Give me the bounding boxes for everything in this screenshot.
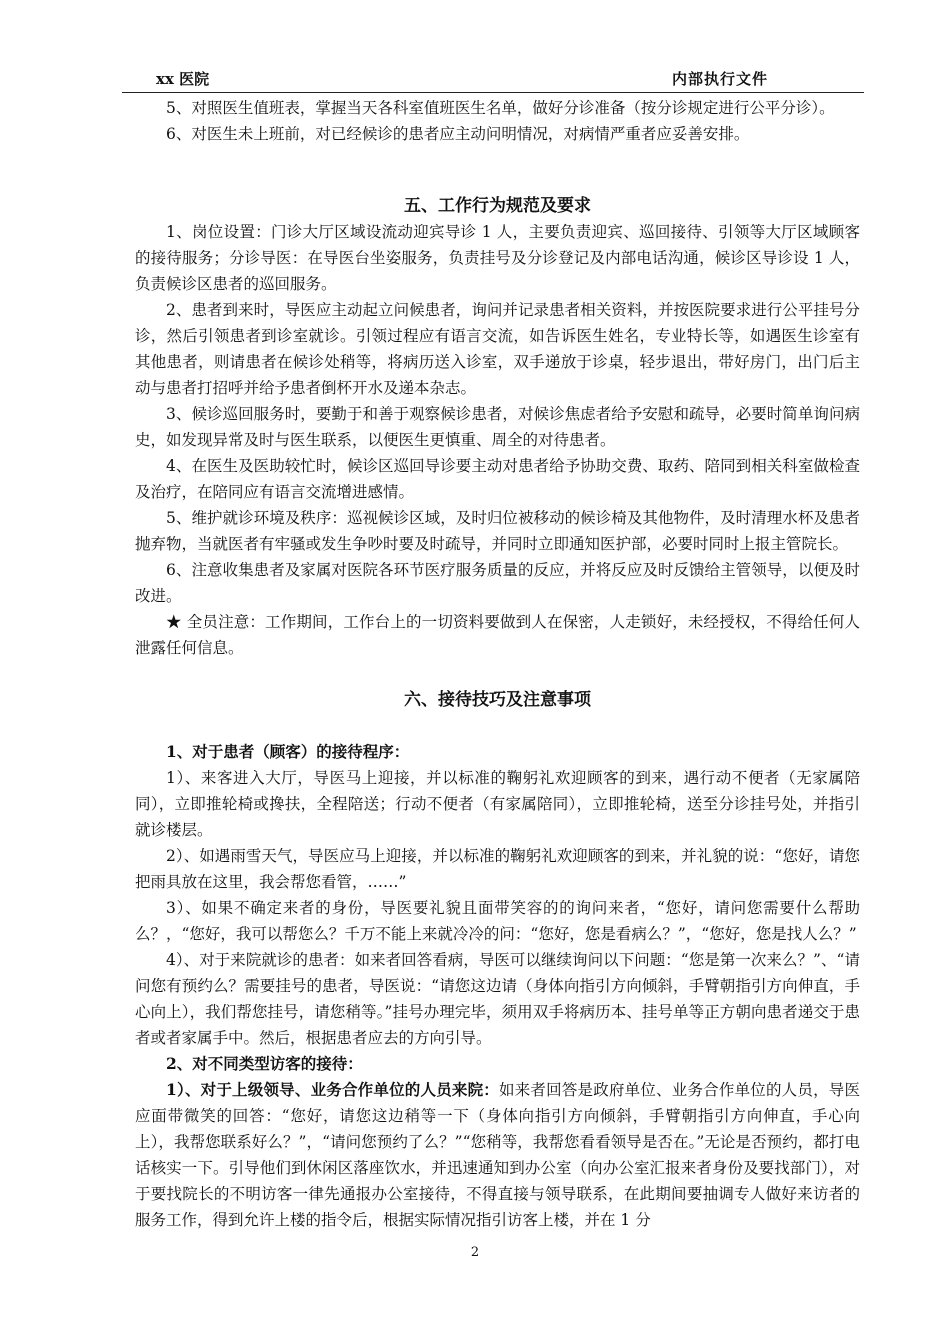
header-doc-type: 内部执行文件 [671, 70, 768, 88]
section-item: 1）、来客进入大厅，导医马上迎接，并以标准的鞠躬礼欢迎顾客的到来，遇行动不便者（无家属陪同），立即推轮椅或搀扶，全程陪送；行动不便者（有家属陪同），立即推轮椅，送至分诊挂号处，并指引就诊楼层。 [135, 769, 860, 839]
document-body [135, 95, 860, 1233]
section-item: 4、在医生及医助较忙时，候诊区巡回导诊要主动对患者给予协助交费、取药、陪同到相关科室做检查及治疗，在陪同应有语言交流增进感情。 [135, 457, 860, 501]
subsection-title: 2、对不同类型访客的接待： [166, 1054, 363, 1073]
page-number: 2 [470, 1245, 480, 1260]
page-header [122, 64, 864, 93]
section-item [135, 1077, 860, 1233]
section-item: 3、候诊巡回服务时，要勤于和善于观察候诊患者，对候诊焦虑者给予安慰和疏导，必要时简单询问病史，如发现异常及时与医生联系，以便医生更慎重、周全的对待患者。 [135, 405, 860, 449]
section-item: 4）、对于来院就诊的患者：如来者回答看病，导医可以继续询问以下问题：“您是第一次来么？”、“请问您有预约么？需要挂号的患者，导医说：“请您这边请（身体向指引方向倾斜，手臂朝指引方向伸直，手心向上），我们帮您挂号，请您稍等。”挂号办理完毕，须用双手将病历本、挂号单等正方朝向患者递交于患者或者家属手中。然后，根据患者应去的方向引导。 [135, 951, 860, 1047]
section-item: 2）、如遇雨雪天气，导医应马上迎接，并以标准的鞠躬礼欢迎顾客的到来，并礼貌的说：“您好，请您把雨具放在这里，我会帮您看管，……” [135, 847, 860, 891]
subsection-title: 1、对于患者（顾客）的接待程序： [166, 742, 410, 761]
section-title: 六、接待技巧及注意事项 [404, 690, 591, 710]
intro-item: 6、对医生未上班前，对已经候诊的患者应主动问明情况，对病情严重者应妥善安排。 [166, 125, 750, 143]
section-item: 2、患者到来时，导医应主动起立问候患者，询问并记录患者相关资料，并按医院要求进行公平挂号分诊，然后引领患者到诊室就诊。引领过程应有语言交流，如告诉医生姓名，专业特长等，如遇医生诊室有其他患者，则请患者在候诊处稍等，将病历送入诊室，双手递放于诊桌，轻步退出，带好房门，出门后主动与患者打招呼并给予患者倒杯开水及递本杂志。 [135, 301, 860, 397]
item-text: 如来者回答是政府单位、业务合作单位的人员，导医应面带微笑的回答：“您好，请您这边稍等一下（身体向指引方向倾斜，手臂朝指引方向伸直，手心向上），我帮您联系好么？”，“请问您预约了么？”“您稍等，我帮您看看领导是否在。”无论是否预约，都打电话核实一下。引导他们到休闲区落座饮水，并迅速通知到办公室（向办公室汇报来者身份及要找部门），对于要找院长的不明访客一律先通报办公室接待，不得直接与领导联系，在此期间要抽调专人做好来访者的服务工作，得到允许上楼的指令后，根据实际情况指引访客上楼，并在 1 分 [135, 1081, 860, 1229]
section-item: 5、维护就诊环境及秩序：巡视候诊区域，及时归位被移动的候诊椅及其他物件，及时清理水杯及患者抛弃物，当就医者有牢骚或发生争吵时要及时疏导，并同时立即通知医护部，必要时同时上报主管院长。 [135, 509, 860, 553]
section-title: 五、工作行为规范及要求 [404, 196, 591, 216]
section-item: 3）、如果不确定来者的身份，导医要礼貌且面带笑容的的询问来者，“您好，请问您需要什么帮助么？，“您好，我可以帮您么？千万不能上来就冷冷的问：“您好，您是看病么？”，“您好，您是找人么？” [135, 899, 860, 943]
notice-item: ★ 全员注意：工作期间，工作台上的一切资料要做到人在保密，人走锁好，未经授权，不得给任何人泄露任何信息。 [135, 613, 860, 657]
header-hospital-name: xx 医院 [156, 70, 210, 88]
intro-item: 5、对照医生值班表，掌握当天各科室值班医生名单，做好分诊准备（按分诊规定进行公平分诊）。 [166, 99, 835, 117]
section-item: 6、注意收集患者及家属对医院各环节医疗服务质量的反应，并将反应及时反馈给主管领导，以便及时改进。 [135, 561, 860, 605]
item-lead: 1）、对于上级领导、业务合作单位的人员来院： [166, 1080, 500, 1099]
section-item: 1、岗位设置：门诊大厅区域设流动迎宾导诊 1 人，主要负责迎宾、巡回接待、引领等大厅区域顾客的接待服务；分诊导医：在导医台坐姿服务，负责挂号及分诊登记及内部电话沟通，候诊区导诊设 1 人，负责候诊区患者的巡回服务。 [135, 223, 860, 293]
